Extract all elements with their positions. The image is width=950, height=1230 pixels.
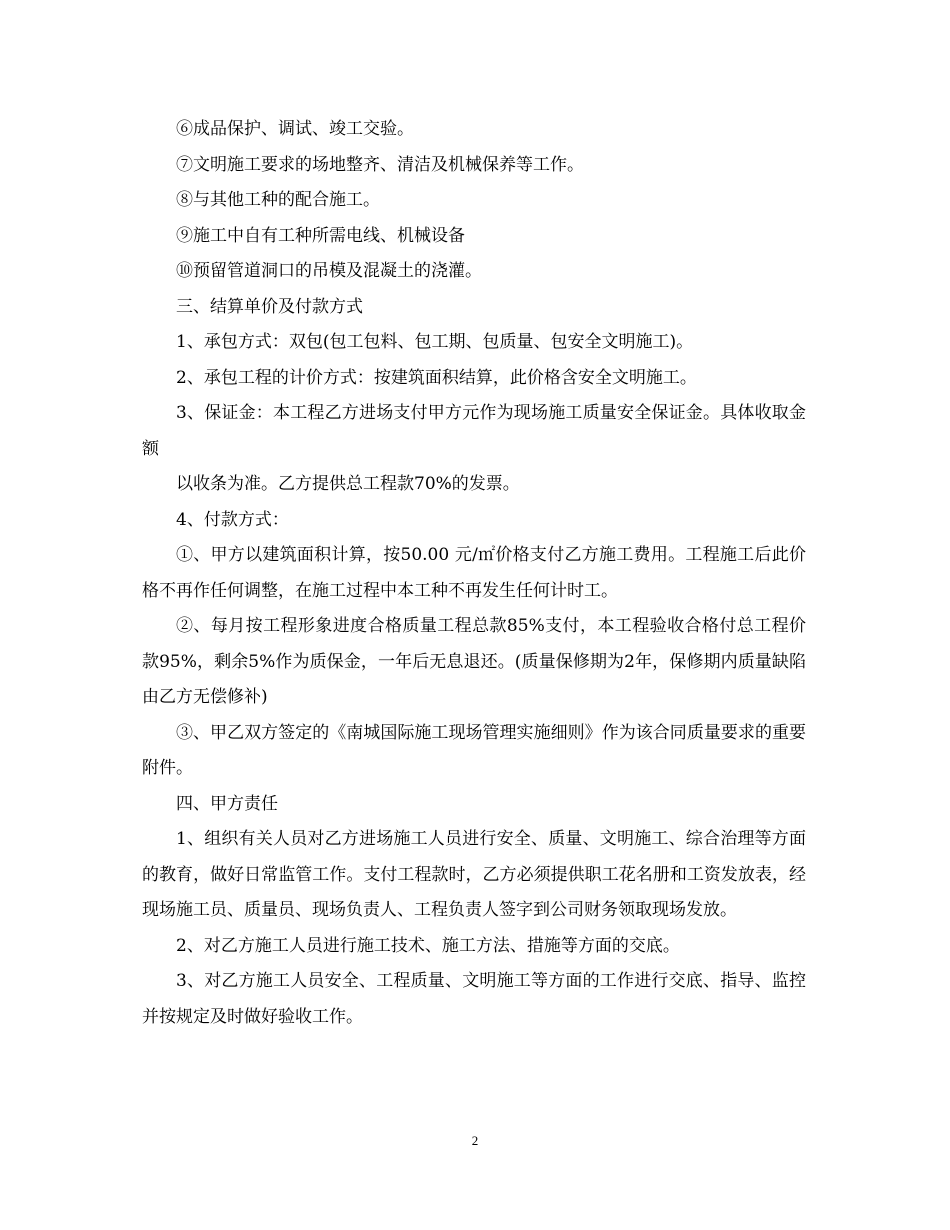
paragraph-payment-1: ①、甲方以建筑面积计算，按50.00 元/㎡价格支付乙方施工费用。工程施工后此价格不再作任何调整，在施工过程中本工种不再发生任何计时工。 <box>142 545 806 601</box>
document-body <box>142 112 806 1035</box>
paragraph-item-10: ⑩预留管道洞口的吊模及混凝土的浇灌。 <box>176 261 482 281</box>
paragraph-item-6: ⑥成品保护、调试、竣工交验。 <box>176 119 414 139</box>
paragraph-item-8: ⑧与其他工种的配合施工。 <box>176 190 380 210</box>
paragraph-party-a-2: 2、对乙方施工人员进行施工技术、施工方法、措施等方面的交底。 <box>176 935 680 956</box>
paragraph-item-7: ⑦文明施工要求的场地整齐、清洁及机械保养等工作。 <box>176 154 584 175</box>
paragraph-payment-2: ②、每月按工程形象进度合格质量工程总款85%支付，本工程验收合格付总工程价款95%，剩余5%作为质保金，一年后无息退还。(质量保修期为2年，保修期内质量缺陷由乙方无偿修补) <box>142 616 806 707</box>
paragraph-item-9: ⑨施工中自有工种所需电线、机械设备 <box>176 225 465 246</box>
paragraph-contract-mode: 1、承包方式：双包(包工包料、包工期、包质量、包安全文明施工)。 <box>176 332 694 352</box>
paragraph-deposit: 3、保证金：本工程乙方进场支付甲方元作为现场施工质量安全保证金。具体收取金额 <box>142 403 806 459</box>
paragraph-receipt-note: 以收条为准。乙方提供总工程款70%的发票。 <box>176 474 520 494</box>
paragraph-party-a-3: 3、对乙方施工人员安全、工程质量、文明施工等方面的工作进行交底、指导、监控并按规定及时做好验收工作。 <box>142 971 806 1027</box>
paragraph-payment-3: ③、甲乙双方签定的《南城国际施工现场管理实施细则》作为该合同质量要求的重要附件。 <box>142 722 806 778</box>
section-heading-party-a: 四、甲方责任 <box>176 793 278 814</box>
paragraph-party-a-1: 1、组织有关人员对乙方进场施工人员进行安全、质量、文明施工、综合治理等方面的教育，做好日常监管工作。支付工程款时，乙方必须提供职工花名册和工资发放表，经现场施工员、质量员、现场负责人、工程负责人签字到公司财务领取现场发放。 <box>142 829 806 920</box>
section-heading-settlement: 三、结算单价及付款方式 <box>176 296 363 317</box>
paragraph-payment-heading: 4、付款方式： <box>176 509 289 530</box>
page-number: 2 <box>471 1133 479 1148</box>
paragraph-pricing-method: 2、承包工程的计价方式：按建筑面积结算，此价格含安全文明施工。 <box>176 367 697 388</box>
